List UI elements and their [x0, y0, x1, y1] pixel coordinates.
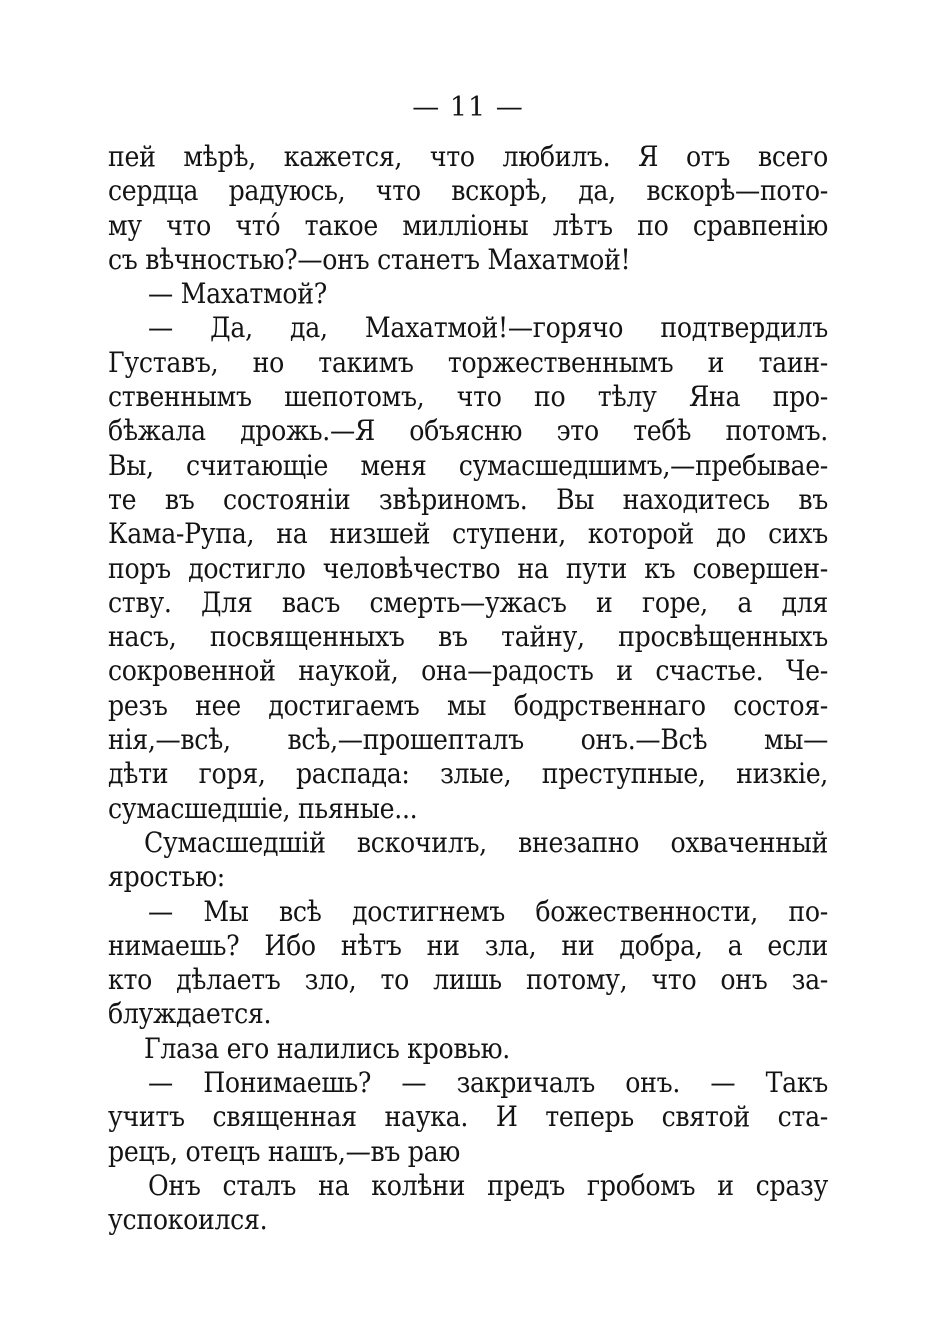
text-line: сердца радуюсь, что вскорѣ, да, вскорѣ—пото-	[108, 174, 828, 208]
text-line: сокровенной наукой, она—радость и счастье. Че-	[108, 654, 828, 688]
text-line: насъ, посвященныхъ въ тайну, просвѣщенныхъ	[108, 620, 828, 654]
text-line: нiя,—всѣ, всѣ,—прошепталъ онъ.—Всѣ мы—	[108, 723, 828, 757]
text-line: — Мы всѣ достигнемъ божественности, по-	[148, 894, 828, 928]
text-line: успокоился.	[108, 1203, 268, 1237]
text-line: поръ достигло человѣчество на пути къ совершен-	[108, 551, 828, 585]
text-line: ству. Для васъ смерть—ужасъ и горе, а для	[108, 585, 828, 619]
text-line: Глаза его налились кровью.	[144, 1031, 510, 1065]
text-line: ственнымъ шепотомъ, что по тѣлу Яна про-	[108, 380, 828, 414]
text-line: учитъ священная наука. И теперь святой ста-	[108, 1100, 828, 1134]
text-line: бѣжала дрожь.—Я объясню это тебѣ потомъ.	[108, 414, 828, 448]
text-line: пей мѣрѣ, кажется, что любилъ. Я отъ всего	[108, 140, 828, 173]
text-line: яростью:	[108, 860, 225, 894]
text-line: нимаешь? Ибо нѣтъ ни зла, ни добра, а если	[108, 928, 828, 962]
text-line: — Да, да, Махатмой!—горячо подтвердилъ	[148, 311, 828, 345]
text-line: Вы, считающiе меня сумасшедшимъ,—пребывае-	[108, 448, 828, 482]
text-line: те въ состоянiи звѣриномъ. Вы находитесь въ	[108, 482, 828, 516]
body-text	[108, 140, 828, 1238]
text-line: рецъ, отецъ нашъ,—въ раю	[108, 1134, 460, 1168]
text-line: кто дѣлаетъ зло, то лишь потому, что онъ за-	[108, 963, 828, 997]
text-line: резъ нее достигаемъ мы бодрственнаго состоя-	[108, 688, 828, 722]
text-line: дѣти горя, распада: злые, преступные, низкiе,	[108, 757, 828, 791]
text-line: Густавъ, но такимъ торжественнымъ и таин-	[108, 345, 828, 379]
text-line: му что что́ такое миллiоны лѣтъ по сравпенiю	[108, 208, 828, 242]
text-line: Сумасшедшiй вскочилъ, внезапно охваченный	[144, 825, 828, 859]
text-line: блуждается.	[108, 997, 272, 1031]
page-number: — 11 —	[412, 92, 524, 123]
text-line: Кама-Рупа, на низшей ступени, которой до сихъ	[108, 517, 828, 551]
text-line: — Понимаешь? — закричалъ онъ. — Такъ	[148, 1066, 828, 1100]
text-line: Онъ сталъ на колѣни предъ гробомъ и сразу	[148, 1168, 828, 1202]
text-line: — Махатмой?	[148, 277, 327, 311]
text-line: съ вѣчностью?—онъ станетъ Махатмой!	[108, 242, 631, 276]
text-line: сумасшедшiе, пьяные...	[108, 791, 418, 825]
